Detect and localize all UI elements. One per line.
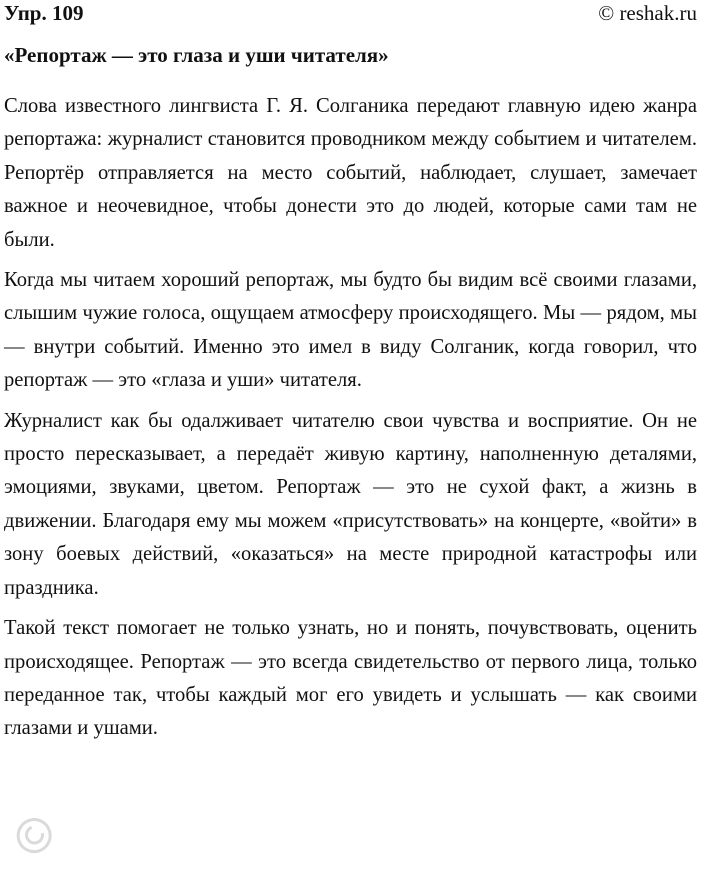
paragraph-2: Когда мы читаем хороший репортаж, мы будто бы видим всё своими глазами, слышим чужие голоса, ощущаем атмосферу происходящего. Мы — рядом, мы — внутри событий. Именно это имел в виду Солганик, когда говорил, что репортаж — это «глаза и уши» читателя. [4, 269, 697, 392]
exercise-label: Упр. 109 [4, 1, 84, 25]
paragraph-3: Журналист как бы одалживает читателю свои чувства и восприятие. Он не просто пересказывает, а передаёт живую картину, наполненную деталями, эмоциями, звуками, цветом. Репортаж — это не сухой факт, а жизнь в движении. Благодаря ему мы можем «присутствовать» на концерте, «войти» в зону боевых действий, «оказаться» на месте природной катастрофы или праздника. [4, 409, 697, 599]
paragraph-4: Такой текст помогает не только узнать, но и понять, почувствовать, оценить происходящее. Репортаж — это всегда свидетельство от первого лица, только переданное так, чтобы каждый мог его увидеть и услышать — как своими глазами и ушами. [4, 617, 697, 740]
essay-title: «Репортаж — это глаза и уши читателя» [4, 43, 389, 67]
essay-body [4, 90, 697, 753]
page-header [4, 0, 697, 26]
source-credit: © reshak.ru [598, 1, 697, 25]
paragraph-1: Слова известного лингвиста Г. Я. Солганика передают главную идею жанра репортажа: журналист становится проводником между событием и читателем. Репортёр отправляется на место событий, наблюдает, слушает, замечает важное и неочевидное, чтобы донести это до людей, которые сами там не были. [4, 95, 697, 251]
